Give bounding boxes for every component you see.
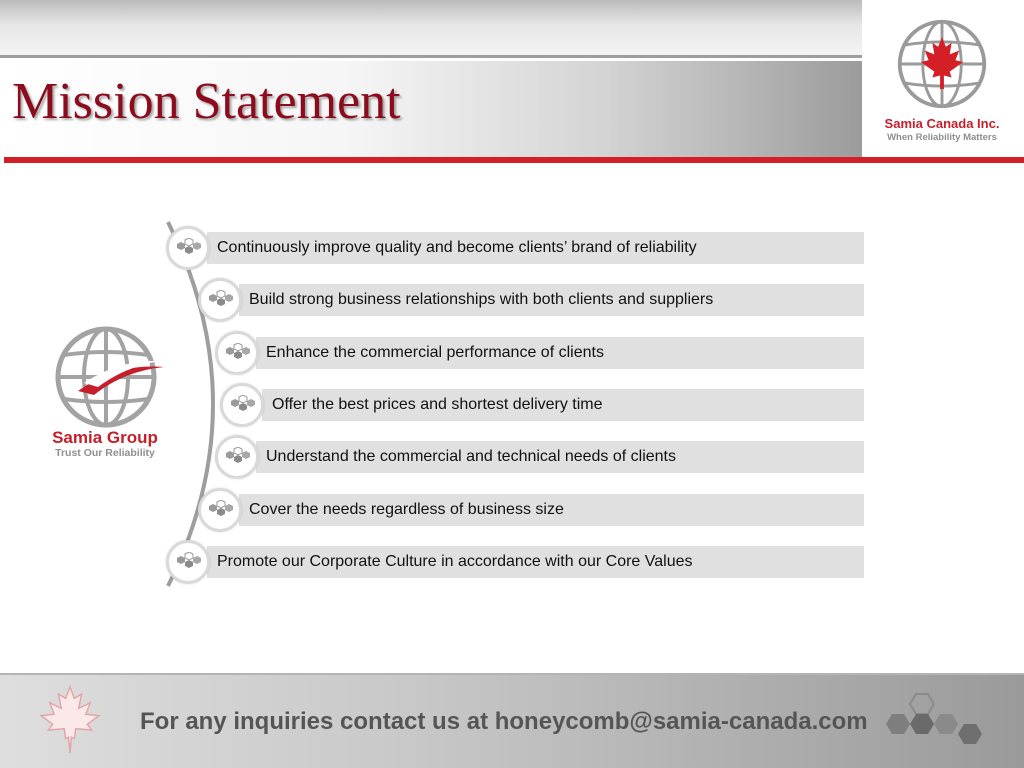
mission-item-marker	[198, 278, 242, 322]
mission-item-marker	[215, 435, 259, 479]
group-tagline: Trust Our Reliability	[55, 447, 155, 459]
company-tagline: When Reliability Matters	[887, 132, 997, 143]
mission-item-text: Enhance the commercial performance of clients	[256, 337, 864, 369]
mission-item-marker	[166, 226, 210, 270]
honeycomb-icon	[204, 290, 236, 310]
mission-item-text: Offer the best prices and shortest delivery time	[262, 389, 864, 421]
mission-item-text: Build strong business relationships with both clients and suppliers	[239, 284, 864, 316]
mission-item-text: Continuously improve quality and become clients’ brand of reliability	[207, 232, 864, 264]
company-name: Samia Canada Inc.	[884, 116, 1000, 131]
group-name: Samia Group	[52, 428, 158, 447]
page-title: Mission Statement	[12, 73, 401, 130]
honeycomb-icon	[886, 690, 998, 746]
honeycomb-icon	[204, 500, 236, 520]
mission-item-marker	[166, 540, 210, 584]
honeycomb-icon	[226, 395, 258, 415]
honeycomb-icon	[172, 238, 204, 258]
maple-leaf-icon	[34, 684, 106, 756]
honeycomb-icon	[172, 552, 204, 572]
mission-item-text: Cover the needs regardless of business size	[239, 494, 864, 526]
mission-item-marker	[215, 331, 259, 375]
footer-contact-text: For any inquiries contact us at honeycomb@samia-canada.com	[140, 708, 868, 735]
mission-item-marker	[220, 383, 264, 427]
honeycomb-icon	[221, 343, 253, 363]
honeycomb-icon	[221, 447, 253, 467]
mission-item-text: Understand the commercial and technical needs of clients	[256, 441, 864, 473]
mission-item-marker	[198, 488, 242, 532]
mission-item-text: Promote our Corporate Culture in accordance with our Core Values	[207, 546, 864, 578]
